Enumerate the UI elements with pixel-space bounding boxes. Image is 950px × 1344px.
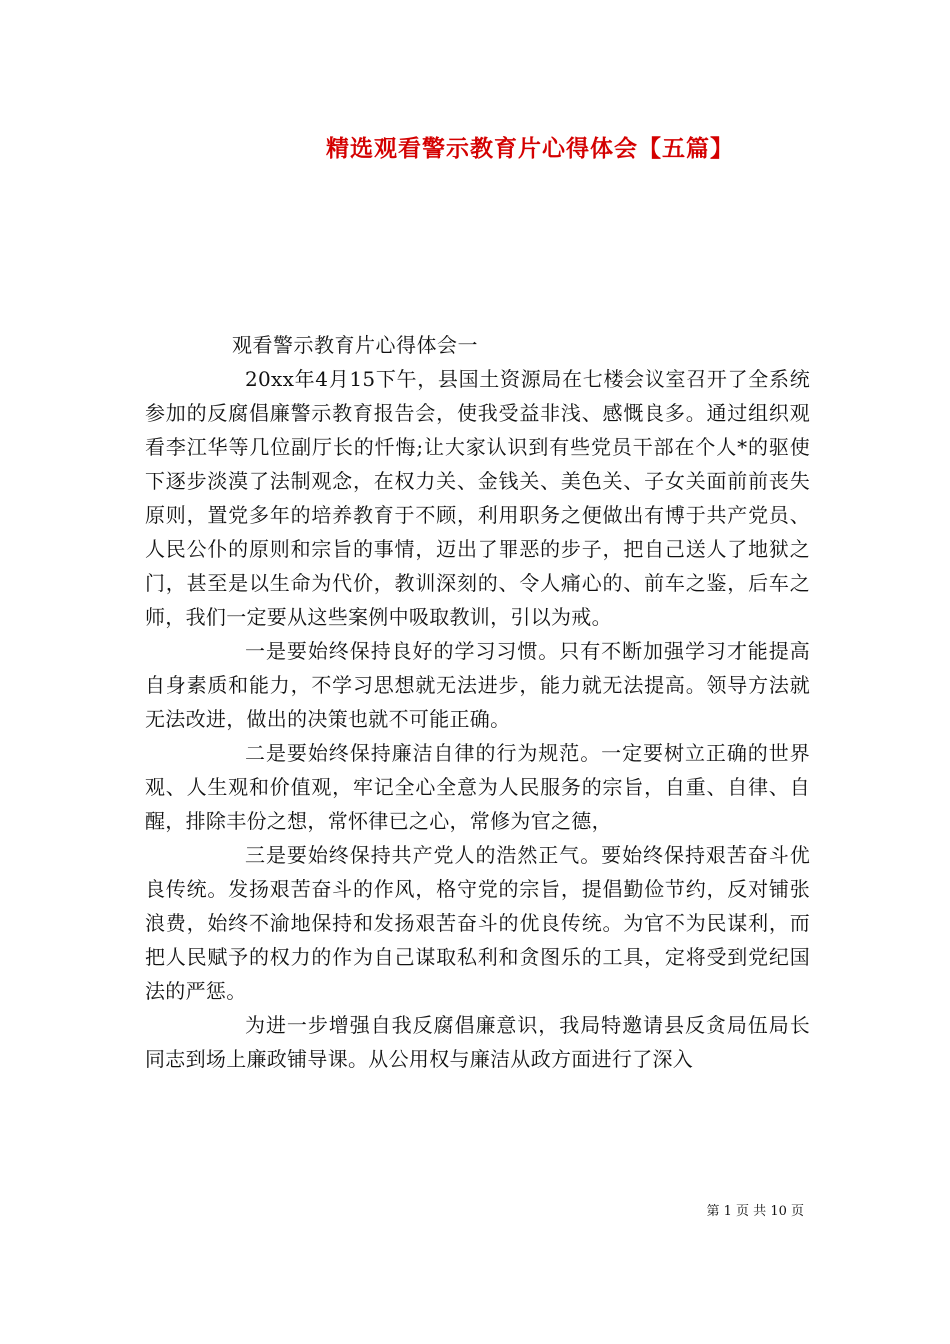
page-number-footer: 第 1 页 共 10 页: [706, 1204, 804, 1219]
document-title: 精选观看警示教育片心得体会【五篇】: [326, 135, 734, 162]
body-text: [145, 362, 810, 1076]
paragraph: 为进一步增强自我反腐倡廉意识，我局特邀请县反贪局伍局长同志到场上廉政铺导课。从公用权与廉洁从政方面进行了深入: [145, 1013, 810, 1071]
paragraph: 二是要始终保持廉洁自律的行为规范。一定要树立正确的世界观、人生观和价值观，牢记全心全意为人民服务的宗旨，自重、自律、自醒，排除丰份之想，常怀律已之心，常修为官之德，: [145, 741, 810, 833]
paragraph: 20xx年4月15下午，县国土资源局在七楼会议室召开了全系统参加的反腐倡廉警示教育报告会，使我受益非浅、感慨良多。通过组织观看李江华等几位副厅长的忏悔;让大家认识到有些党员干部在个人*的驱使下逐步淡漠了法制观念，在权力关、金钱关、美色关、子女关面前前丧失原则，置党多年的培养教育于不顾，利用职务之便做出有博于共产党员、人民公仆的原则和宗旨的事情，迈出了罪恶的步子，把自己送人了地狱之门，甚至是以生命为代价，教训深刻的、令人痛心的、前车之鉴，后车之师，我们一定要从这些案例中吸取教训，引以为戒。: [145, 367, 810, 629]
section-heading: 观看警示教育片心得体会一: [232, 333, 478, 357]
paragraph: 一是要始终保持良好的学习习惯。只有不断加强学习才能提高自身素质和能力，不学习思想就无法进步，能力就无法提高。领导方法就无法改进，做出的决策也就不可能正确。: [145, 639, 810, 731]
paragraph: 三是要始终保持共产党人的浩然正气。要始终保持艰苦奋斗优良传统。发扬艰苦奋斗的作风，格守党的宗旨，提倡勤俭节约，反对铺张浪费，始终不渝地保持和发扬艰苦奋斗的优良传统。为官不为民谋利，而把人民赋予的权力的作为自己谋取私利和贪图乐的工具，定将受到党纪国法的严惩。: [145, 843, 810, 1003]
